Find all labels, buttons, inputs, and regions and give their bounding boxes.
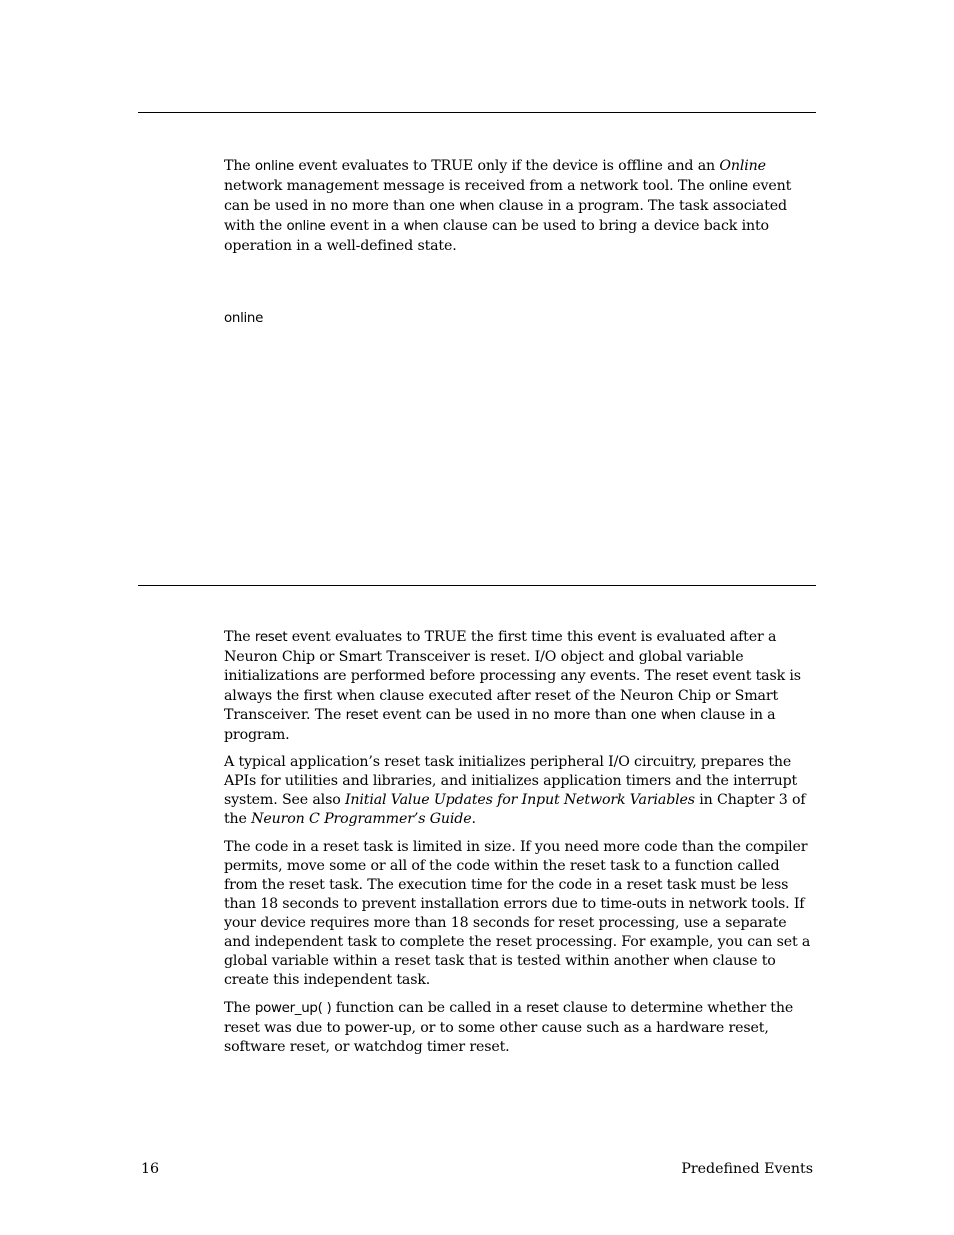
inline-code: reset <box>675 668 708 684</box>
inline-code: when <box>403 218 439 234</box>
page-number: 16 <box>141 1161 160 1177</box>
reset-paragraph-2 <box>224 753 814 829</box>
online-section-rule <box>138 112 816 113</box>
text-run: The <box>224 1000 255 1017</box>
inline-code: reset <box>526 1001 559 1017</box>
text-run: event can be used in no more than one <box>378 706 661 723</box>
inline-code: power_up( ) <box>254 1001 332 1017</box>
text-run: in Chapter 3 of the <box>224 792 806 828</box>
text-run: The <box>224 629 255 645</box>
text-run: . <box>471 811 476 828</box>
text-run: clause can be used to bring a device back into operation in a well-defined state. <box>224 217 769 254</box>
text-run: A typical application’s reset task initializes peripheral I/O circuitry, prepares the APIs for utilities and libraries, and initializes application timers and the interrupt system. See also <box>224 754 798 809</box>
inline-code: when <box>459 198 495 214</box>
reset-paragraph-1 <box>224 628 814 744</box>
italic-text: Initial Value Updates for Input Network Variables <box>344 792 695 809</box>
text-run: The <box>224 158 255 174</box>
text-run: event task is always the first when clause executed after reset of the Neuron Chip or Smart Transceiver. The <box>224 667 801 723</box>
online-description <box>224 157 814 265</box>
online-description-paragraph <box>224 157 814 256</box>
italic-text: Neuron C Programmer’s Guide <box>251 811 472 828</box>
inline-code: online <box>254 159 294 174</box>
inline-code: online <box>286 218 326 234</box>
text-run: clause to create this independent task. <box>224 952 776 989</box>
text-run: event evaluates to TRUE the first time this event is evaluated after a Neuron Chip or Smart Transceiver is reset. I/O object and global variable initializations are performed before processing any events. The <box>224 629 777 684</box>
inline-code: reset <box>254 630 288 645</box>
inline-code: when <box>660 707 696 723</box>
text-run: clause in a program. <box>224 706 776 743</box>
text-run: clause to determine whether the reset was due to power-up, or to some other cause such as a hardware reset, software reset, or watchdog timer reset. <box>224 1000 794 1056</box>
reset-description <box>224 628 814 1066</box>
chapter-title: Predefined Events <box>681 1161 813 1177</box>
inline-code: online <box>708 178 748 194</box>
text-run: event can be used in no more than one <box>224 177 792 214</box>
text-run: event evaluates to TRUE only if the device is offline and an <box>293 158 720 174</box>
reset-section-rule <box>138 585 816 586</box>
italic-text: Online <box>719 158 766 174</box>
text-run: event in a <box>325 217 404 234</box>
inline-code: reset <box>345 707 379 723</box>
reset-paragraph-3 <box>224 838 814 990</box>
text-run: The code in a reset task is limited in size. If you need more code than the compiler permits, move some or all of the code within the reset task to a function called from the reset task. The execution time for the code in a reset task must be less than 18 seconds to prevent installation errors due to time-outs in network tools. If your device requires more than 18 seconds for reset processing, use a separate and independent task to complete the reset processing. For example, you can set a global variable within a reset task that is tested within another <box>224 839 811 969</box>
text-run: clause in a program. The task associated with the <box>224 197 787 234</box>
text-run: function can be called in a <box>331 1000 527 1017</box>
reset-paragraph-4 <box>224 999 814 1057</box>
online-syntax: online <box>224 311 264 326</box>
text-run: network management message is received from a network tool. The <box>224 177 709 194</box>
inline-code: when <box>673 953 709 969</box>
